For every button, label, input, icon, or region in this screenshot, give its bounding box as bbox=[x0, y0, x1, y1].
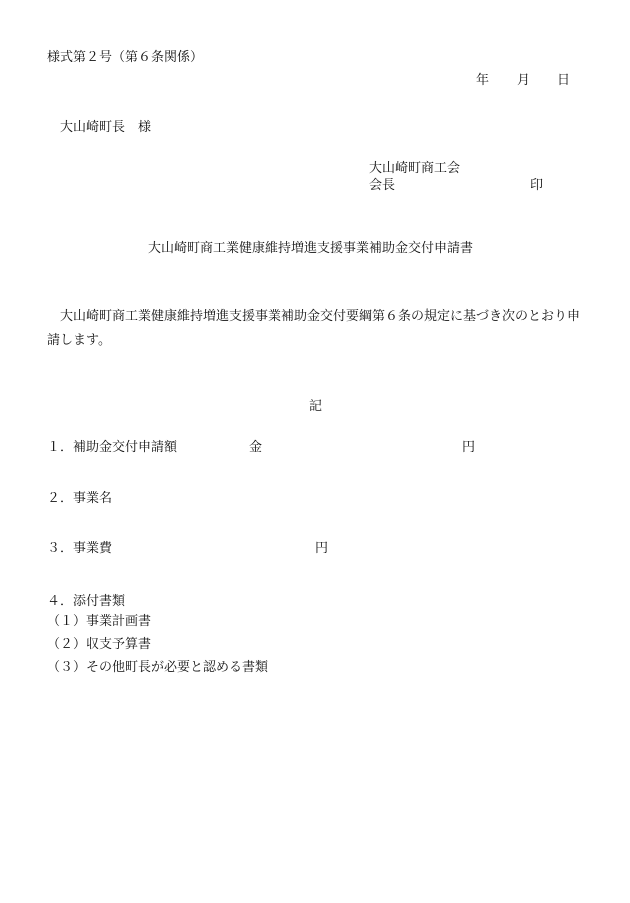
item-2-label: ２．事業名 bbox=[47, 491, 113, 506]
date-month-label: 月 bbox=[517, 73, 531, 88]
body-paragraph: 大山崎町商工業健康維持増進支援事業補助金交付要綱第６条の規定に基づき次のとおり申請します。 bbox=[47, 309, 581, 348]
item-1-unit: 円 bbox=[462, 440, 476, 455]
item-3-label: ３．事業費 bbox=[47, 541, 113, 556]
item-1-label: １．補助金交付申請額 bbox=[47, 440, 178, 455]
seal-mark: 印 bbox=[530, 178, 544, 193]
date-year-label: 年 bbox=[476, 73, 490, 88]
applicant-organization: 大山崎町商工会 bbox=[369, 161, 461, 176]
item-4-label: ４．添付書類 bbox=[47, 594, 126, 609]
ki-heading: 記 bbox=[309, 399, 323, 414]
form-number: 様式第２号（第６条関係） bbox=[47, 50, 204, 65]
date-day-label: 日 bbox=[557, 73, 571, 88]
applicant-title: 会長 bbox=[369, 178, 396, 193]
item-1-prefix: 金 bbox=[249, 440, 263, 455]
addressee: 大山崎町長 様 bbox=[60, 120, 152, 135]
attachment-item: （３）その他町長が必要と認める書類 bbox=[47, 660, 269, 675]
attachment-item: （２）収支予算書 bbox=[47, 637, 152, 652]
attachment-item: （１）事業計画書 bbox=[47, 614, 152, 629]
document-title: 大山崎町商工業健康維持増進支援事業補助金交付申請書 bbox=[148, 241, 474, 256]
item-3-unit: 円 bbox=[315, 541, 329, 556]
